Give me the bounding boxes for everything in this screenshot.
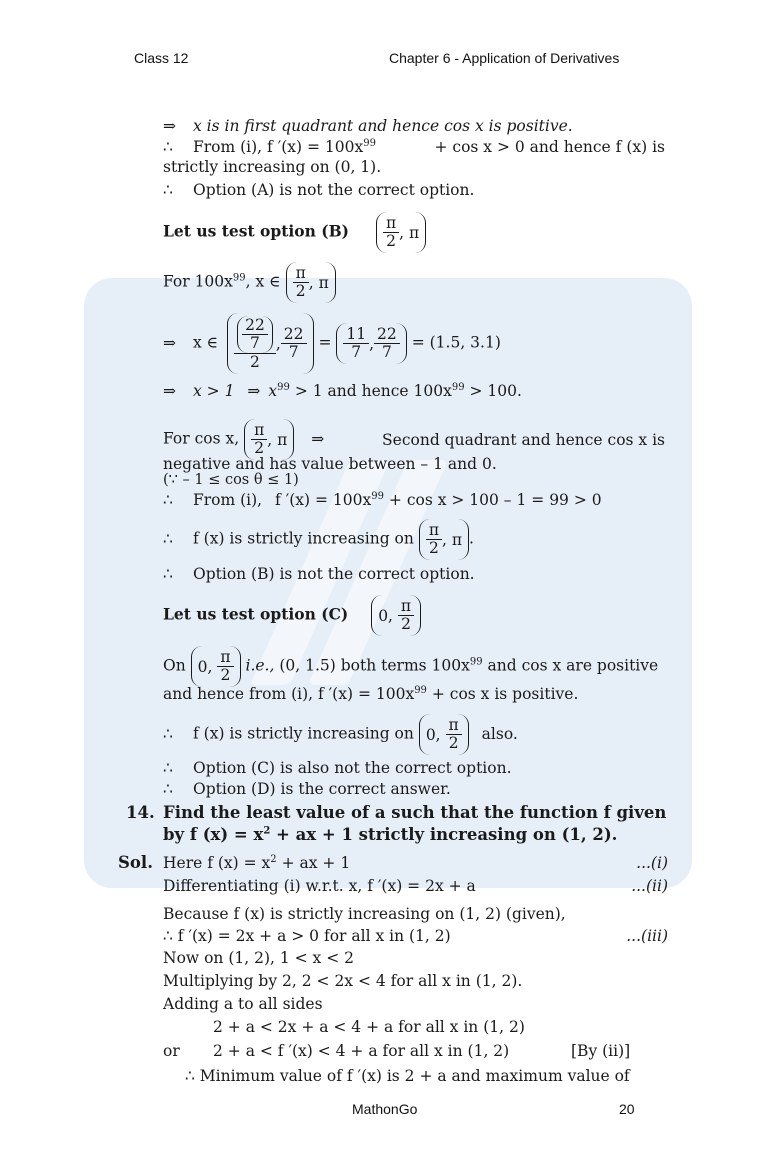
text-line: ∴ f (x) is strictly increasing on π 2 , π . bbox=[163, 519, 474, 560]
solution-label: Sol. bbox=[118, 853, 153, 872]
text-line: ∴ Option (A) is not the correct option. bbox=[163, 181, 475, 199]
complex-interval: 22 7 2 , 22 7 bbox=[227, 313, 313, 374]
equation-tag: ...(ii) bbox=[631, 877, 668, 895]
text-line: and hence from (i), f $'(x) = 100x^{99} + \cos x$ is positive. bbox=[163, 684, 579, 703]
text-line: negative and has value between – 1 and 0. bbox=[163, 455, 497, 473]
text-line: ∴ Option (D) is the correct answer. bbox=[163, 780, 451, 798]
interval-pi2-pi: π 2 , π bbox=[376, 212, 426, 253]
equation-tag: [By (ii)] bbox=[571, 1042, 631, 1060]
equation-tag: ...(iii) bbox=[626, 927, 668, 945]
text-line: Here f $(x) = x^2$ + ax + 1 bbox=[163, 853, 351, 872]
option-heading: Let us test option (C) 0, π 2 bbox=[163, 595, 421, 636]
question-text: by f $(x) = x^2$ + ax + 1 strictly increasing on (1, 2). bbox=[163, 825, 618, 844]
text-line: (∵ – 1 ≤ cos θ ≤ 1) bbox=[163, 472, 299, 488]
text-line: Now on (1, 2), 1 < x < 2 bbox=[163, 949, 355, 967]
text-line: 2 + a < f ′(x) < 4 + a for all x in (1, 2) bbox=[213, 1042, 510, 1060]
text-line: ∴ Option (B) is not the correct option. bbox=[163, 565, 475, 583]
text-line: For cos x, π 2 , π ⇒ Second quadrant and hence cos x is bbox=[163, 419, 665, 460]
header-chapter: Chapter 6 - Application of Derivatives bbox=[389, 50, 620, 66]
text-line: ⇒ x > 1 ⇒ $x^{99} > 1$ and hence $100x^{99} > 100$. bbox=[163, 381, 522, 400]
text-line: ∴ f ′(x) = 2x + a > 0 for all x in (1, 2) bbox=[163, 927, 451, 945]
text-line: Multiplying by 2, 2 < 2x < 4 for all x in (1, 2). bbox=[163, 972, 523, 990]
text-line: ⇒ x ∈ 22 7 2 , 22 7 = 11 7 , 22 7 = (1.5, 3.1) bbox=[163, 313, 501, 374]
interval-pi2-pi: π 2 , π bbox=[244, 419, 294, 460]
interval-0-pi2: 0, π 2 bbox=[419, 714, 469, 755]
text-line: ∴ f (x) is strictly increasing on 0, π 2 also. bbox=[163, 714, 518, 755]
question-text: Find the least value of a such that the function f given bbox=[163, 803, 667, 822]
text-line: or bbox=[163, 1042, 180, 1060]
interval-0-pi2: 0, π 2 bbox=[371, 595, 421, 636]
text-line: 2 + a < 2x + a < 4 + a for all x in (1, 2) bbox=[213, 1018, 525, 1036]
interval-0-pi2: 0, π 2 bbox=[191, 646, 241, 687]
text-line: For $100x^{99}$, x ∈ π 2 , π bbox=[163, 262, 336, 303]
text-line: On 0, π 2 i.e., (0, 1.5) both terms $100x^{99}$ and cos x are positive bbox=[163, 646, 658, 687]
footer-brand: MathonGo bbox=[352, 1101, 418, 1117]
interval-pi2-pi: π 2 , π bbox=[286, 262, 336, 303]
header-class: Class 12 bbox=[134, 50, 189, 66]
text-line: Because f (x) is strictly increasing on (1, 2) (given), bbox=[163, 905, 566, 923]
text-line: Differentiating (i) w.r.t. x, f ′(x) = 2x + a bbox=[163, 877, 476, 895]
text-line: ⇒ x is in first quadrant and hence cos x is positive. bbox=[163, 117, 573, 135]
page-number: 20 bbox=[619, 1101, 635, 1117]
interval-pi2-pi: π 2 , π bbox=[419, 519, 469, 560]
text-line: ∴ From (i), f $'(x) = 100x^{99} + \cos x > 100 - 1 = 99 > 0$ bbox=[163, 490, 602, 509]
interval-11-7: 11 7 , 22 7 bbox=[336, 323, 406, 364]
text-line: ∴ Option (C) is also not the correct option. bbox=[163, 759, 512, 777]
text-line: ∴ From (i), f $'(x) = 100x^{99}$ + cos x > 0 and hence f (x) is bbox=[163, 137, 665, 156]
text-line: strictly increasing on (0, 1). bbox=[163, 158, 382, 176]
question-number: 14. bbox=[126, 803, 155, 822]
text-line: ∴ Minimum value of f ′(x) is 2 + a and maximum value of bbox=[185, 1067, 630, 1085]
text-line: Adding a to all sides bbox=[163, 995, 323, 1013]
option-heading: Let us test option (B) π 2 , π bbox=[163, 212, 426, 253]
equation-tag: ...(i) bbox=[636, 854, 668, 872]
